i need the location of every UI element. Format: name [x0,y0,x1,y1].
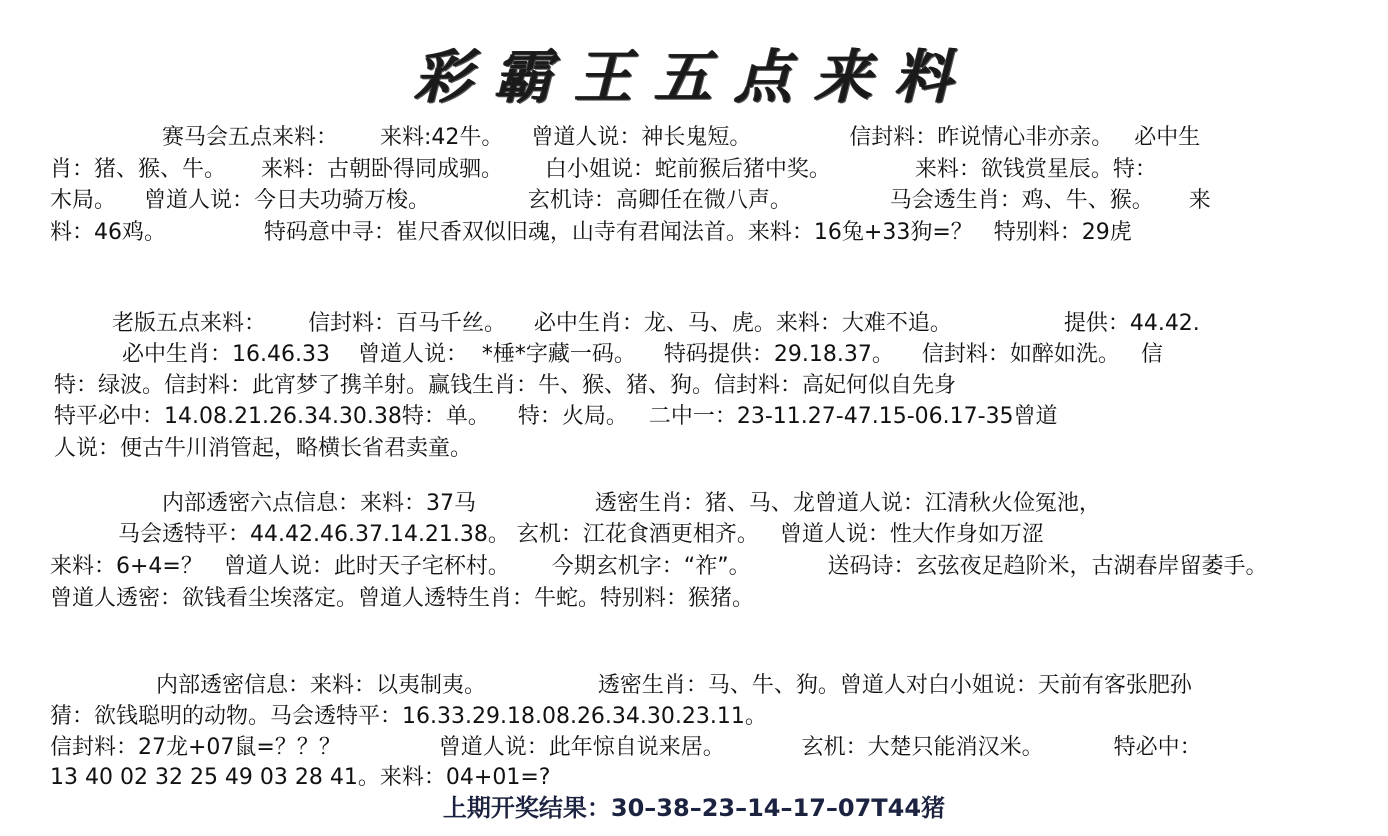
page-title: 彩霸王五点来料 [413,43,974,111]
section3-line3: 来料：6+4=？ 曾道人说：此时天子宅杯村。 今期玄机字：“祚”。 送码诗：玄弦夜足趋阶米，古湖春岸留萎手。 [50,554,1268,579]
section3-line1: 内部透密六点信息：来料：37马 透密生肖：猪、马、龙曾道人说：江清秋火俭冤池， [162,491,1101,516]
section2-line4: 特平必中：14.08.21.26.34.30.38特：单。 特：火局。 二中一：23-11.27-47.15-06.17-35曾道 [54,404,1058,429]
section1-line3: 木局。 曾道人说：今日夫功骑万梭。 玄机诗：高卿任在微八声。 马会透生肖：鸡、牛、猴。 来 [50,188,1211,213]
section3-line4: 曾道人透密：欲钱看尘埃落定。曾道人透特生肖：牛蛇。特别料：猴猪。 [50,586,755,611]
section1-line2: 肖：猪、猴、牛。 来料：古朝卧得同成驷。 白小姐说：蛇前猴后猪中奖。 来料：欲钱赏星辰。特： [50,157,1157,182]
section4-line2: 猜：欲钱聪明的动物。马会透特平：16.33.29.18.08.26.34.30.23.11。 [50,704,767,729]
section2-line5: 人说：便古牛川消管起，略横长省君卖童。 [54,436,473,461]
last-draw-result: 上期开奖结果：30–38–23–14–17–07T44猪 [442,794,946,822]
section2-line1: 老版五点来料： 信封料：百马千丝。 必中生肖：龙、马、虎。来料：大难不追。 提供：44.42. [112,311,1200,336]
section1-line4: 料：46鸡。 特码意中寻：崔尺香双似旧魂，山寺有君闻法首。来料：16兔+33狗=？ 特别料：29虎 [50,220,1132,245]
section2-line2: 必中生肖：16.46.33 曾道人说： *棰*字藏一码。 特码提供：29.18.37。 信封料：如醉如洗。 信 [122,342,1163,367]
section3-line2: 马会透特平：44.42.46.37.14.21.38。 玄机：江花食酒更相齐。 曾道人说：性大作身如万涩 [118,522,1044,547]
section4-line1: 内部透密信息：来料：以夷制夷。 透密生肖：马、牛、狗。曾道人对白小姐说：天前有客张肥孙 [156,673,1192,698]
section4-line3: 信封料：27龙+07鼠=？？？ 曾道人说：此年惊自说来居。 玄机：大楚只能消汉米。 特必中： [50,735,1202,760]
section4-line4: 13 40 02 32 25 49 03 28 41。来料：04+01=? [50,765,551,790]
section2-line3: 特：绿波。信封料：此宵梦了携羊射。赢钱生肖：牛、猴、猪、狗。信封料：高妃何似自先身 [54,373,957,398]
section1-line1: 赛马会五点来料： 来料:42牛。 曾道人说：神长鬼短。 信封料：昨说情心非亦亲。 必中生 [162,125,1201,150]
